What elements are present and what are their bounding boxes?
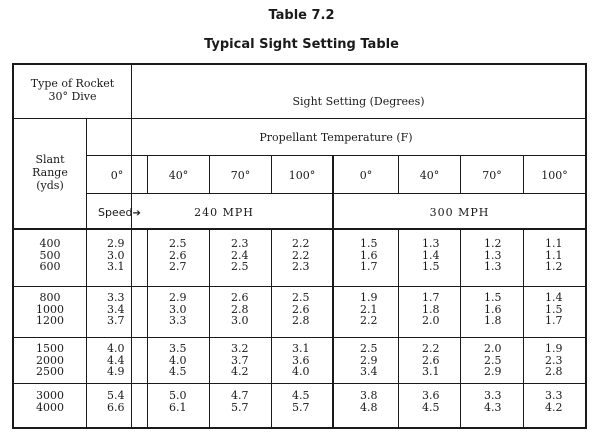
sight-setting-values: 1.5 1.6 1.8 <box>484 291 502 327</box>
slant-range-values: 1500 2000 2500 <box>36 342 64 378</box>
sight-setting-table <box>12 63 587 429</box>
sight-setting-values: 3.3 4.2 <box>545 389 563 414</box>
grid-line <box>86 193 585 194</box>
sight-setting-values: 1.1 1.1 1.2 <box>545 237 563 273</box>
propellant-temperature-header: Propellant Temperature (F) <box>259 131 413 144</box>
grid-line <box>460 230 461 427</box>
sight-setting-values: 1.5 1.6 1.7 <box>360 237 378 273</box>
temp-header: 40° <box>168 169 189 182</box>
grid-line <box>14 337 585 338</box>
type-of-rocket-header: Type of Rocket 30° Dive <box>30 77 115 103</box>
sight-setting-values: 1.7 1.8 2.0 <box>422 291 440 327</box>
temp-header: 100° <box>288 169 316 182</box>
grid-line <box>86 118 87 427</box>
sight-setting-values: 3.2 3.7 4.2 <box>231 342 249 378</box>
sight-setting-values: 4.5 5.7 <box>292 389 310 414</box>
sight-setting-values: 3.8 4.8 <box>360 389 378 414</box>
sight-setting-values: 2.5 2.9 3.4 <box>360 342 378 378</box>
grid-line <box>14 228 585 230</box>
speed-label: Speed➔ <box>98 206 141 219</box>
sight-setting-values: 1.9 2.3 2.8 <box>545 342 563 378</box>
sight-setting-values: 2.2 2.6 3.1 <box>422 342 440 378</box>
sight-setting-values: 2.9 3.0 3.3 <box>169 291 187 327</box>
speed-300-label: 300 MPH <box>429 206 490 219</box>
grid-line <box>209 230 210 427</box>
sight-setting-header: Sight Setting (Degrees) <box>292 95 425 108</box>
slant-range-values: 800 1000 1200 <box>36 291 64 327</box>
grid-line <box>398 230 399 427</box>
temp-header: 70° <box>230 169 251 182</box>
grid-line <box>86 155 585 156</box>
sight-setting-values: 2.5 2.6 2.8 <box>292 291 310 327</box>
sight-setting-values: 3.5 4.0 4.5 <box>169 342 187 378</box>
temp-header: 100° <box>541 169 568 182</box>
sight-setting-values: 4.0 4.4 4.9 <box>107 342 125 378</box>
sight-setting-values: 2.3 2.4 2.5 <box>231 237 249 273</box>
temp-header: 0° <box>359 169 373 182</box>
table-title: Typical Sight Setting Table <box>204 37 399 52</box>
table-number: Table 7.2 <box>268 8 335 23</box>
sight-setting-values: 2.2 2.2 2.3 <box>292 237 310 273</box>
sight-setting-values: 3.1 3.6 4.0 <box>292 342 310 378</box>
sight-setting-values: 3.3 3.4 3.7 <box>107 291 125 327</box>
grid-line <box>14 383 585 384</box>
slant-range-header: Slant Range (yds) <box>32 153 68 192</box>
sight-setting-values: 2.9 3.0 3.1 <box>107 237 125 273</box>
grid-line <box>271 230 272 427</box>
sight-setting-values: 2.5 2.6 2.7 <box>169 237 187 273</box>
grid-line <box>14 286 585 287</box>
grid-line <box>523 230 524 427</box>
sight-setting-values: 1.4 1.5 1.7 <box>545 291 563 327</box>
sight-setting-values: 1.9 2.1 2.2 <box>360 291 378 327</box>
grid-line <box>332 155 334 427</box>
arrow-right-icon: ➔ <box>132 208 141 219</box>
sight-setting-values: 5.0 6.1 <box>169 389 187 414</box>
slant-range-values: 3000 4000 <box>36 389 64 414</box>
sight-setting-values: 2.6 2.8 3.0 <box>231 291 249 327</box>
speed-240-label: 240 MPH <box>194 206 254 219</box>
sight-setting-values: 3.6 4.5 <box>422 389 440 414</box>
slant-range-values: 400 500 600 <box>39 237 61 273</box>
sight-setting-values: 1.2 1.3 1.3 <box>484 237 502 273</box>
grid-line <box>14 118 585 119</box>
temp-header: 70° <box>482 169 502 182</box>
sight-setting-values: 5.4 6.6 <box>107 389 125 414</box>
sight-setting-values: 1.3 1.4 1.5 <box>422 237 440 273</box>
temp-header: 40° <box>419 169 440 182</box>
sight-setting-values: 2.0 2.5 2.9 <box>484 342 502 378</box>
sight-setting-values: 3.3 4.3 <box>484 389 502 414</box>
grid-line <box>131 65 132 427</box>
temp-header: 0° <box>110 169 124 182</box>
grid-line <box>147 230 148 427</box>
sight-setting-values: 4.7 5.7 <box>231 389 249 414</box>
